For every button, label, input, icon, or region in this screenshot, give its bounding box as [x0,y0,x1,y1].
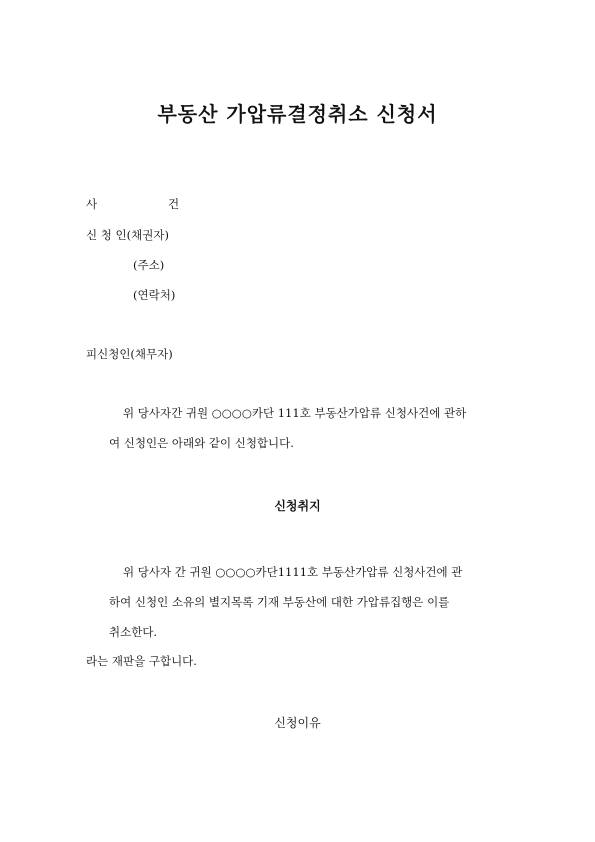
purpose-paragraph-line-2: 하여 신청인 소유의 별지목록 기재 부동산에 대한 가압류집행은 이를 [109,595,450,609]
closing-line: 라는 재판을 구합니다. [86,654,197,668]
case-label-first: 사 [86,197,98,211]
document-title: 부동산 가압류결정취소 신청서 [157,102,438,126]
purpose-paragraph-line-1: 위 당사자 간 귀원 ○○○○카단1111호 부동산가압류 신청사건에 관 [123,565,463,579]
purpose-heading: 신청취지 [274,499,321,513]
intro-paragraph-line-2: 여 신청인은 아래와 같이 신청합니다. [109,436,294,450]
case-label-second: 건 [168,197,180,211]
purpose-paragraph-line-3: 취소한다. [109,625,158,639]
intro-paragraph-line-1: 위 당사자간 귀원 ○○○○카단 111호 부동산가압류 신청사건에 관하 [123,406,467,420]
applicant-contact-label: (연락처) [133,288,176,302]
applicant-label: 신 청 인(채권자) [86,228,169,242]
applicant-address-label: (주소) [133,258,165,272]
respondent-label: 피신청인(채무자) [86,347,173,361]
reason-heading: 신청이유 [274,716,321,730]
